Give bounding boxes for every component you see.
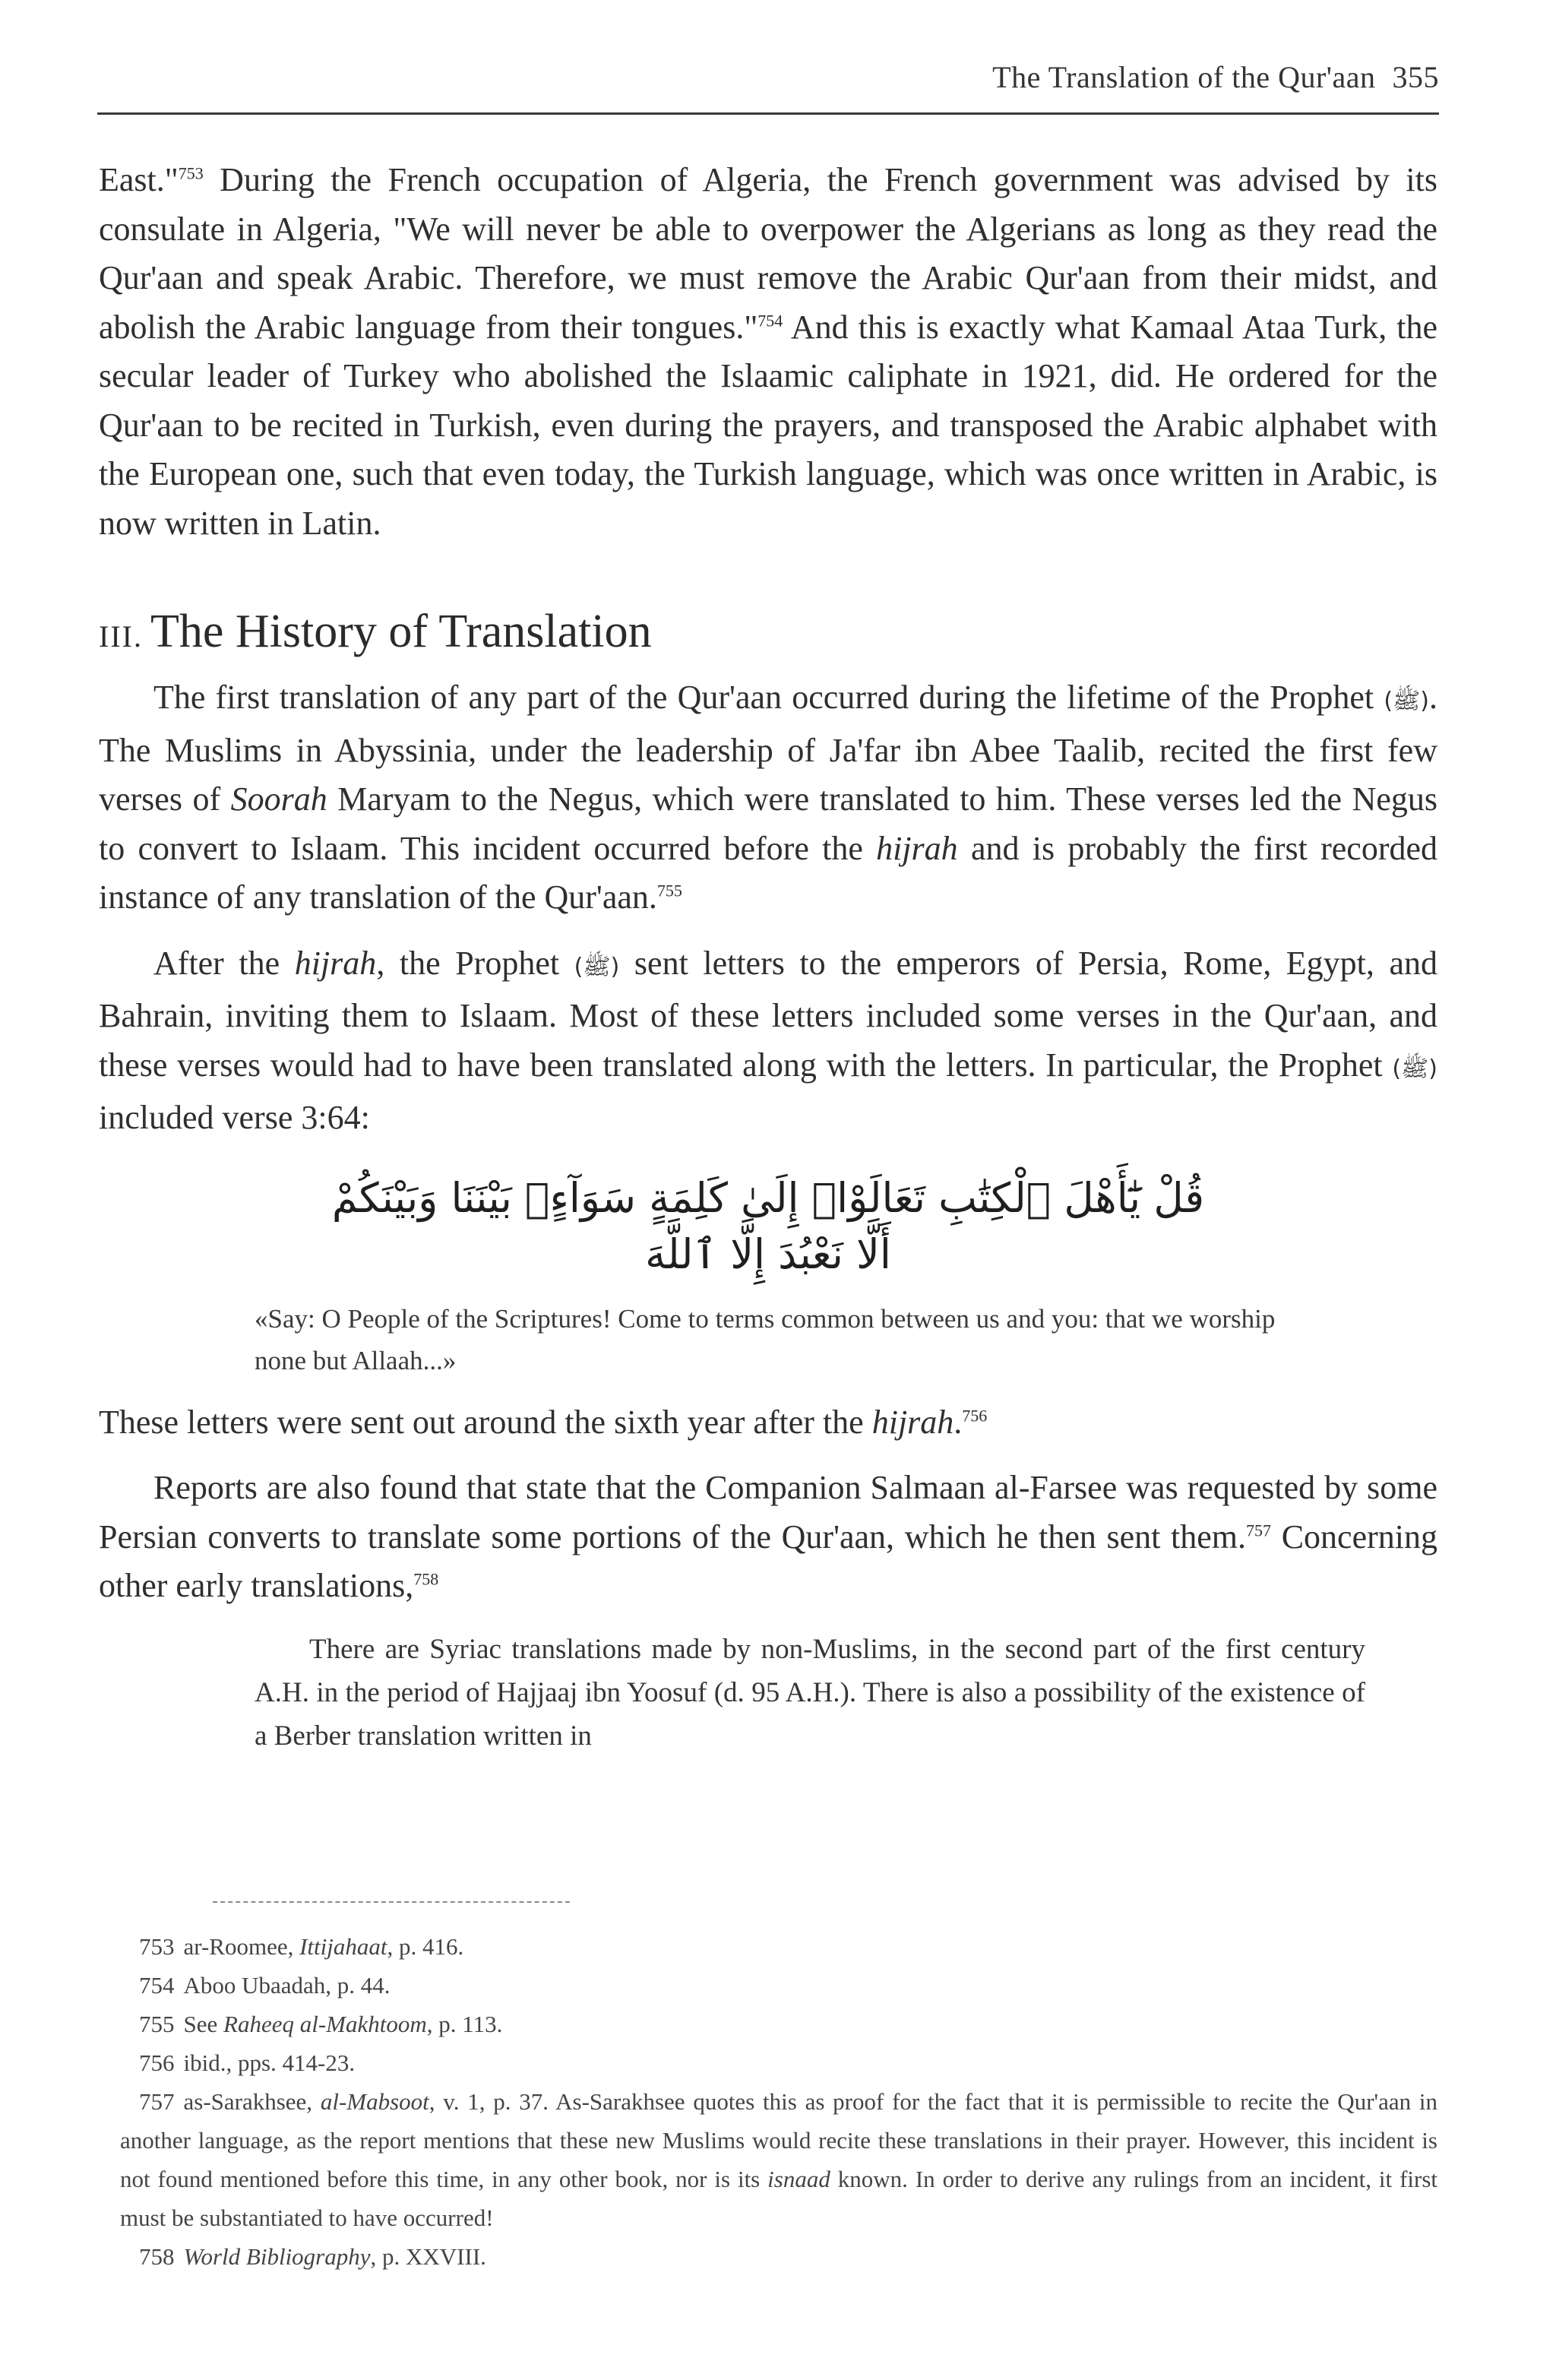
paragraph-5 xyxy=(99,1464,1437,1611)
footnote-number: 757 xyxy=(139,2088,175,2115)
footnote-text: , v. 1, p. 37. As-Sarakhsee quotes this as proof for the fact that it is permissible to recite the Qur'aan in another language, as the report mentions that these new Muslims would recite these translations in their prayer. However, this incident is not found mentioned before this time, in any other book, nor is its xyxy=(120,2088,1437,2192)
footnote-number: 753 xyxy=(139,1933,175,1960)
p3-text-d: included verse 3:64: xyxy=(99,1099,370,1136)
footnote-number: 756 xyxy=(139,2049,175,2076)
p4-text-b: . xyxy=(954,1403,963,1441)
footnote-text: , p. XXVIII. xyxy=(370,2243,486,2270)
footnote-text: known. In order to derive any rulings from an incident, it first must be substantiated to have occurred! xyxy=(120,2166,1437,2231)
footnote-italic: World Bibliography xyxy=(183,2243,371,2270)
footnote-separator xyxy=(213,1901,570,1903)
footnote-text: as-Sarakhsee, xyxy=(183,2088,321,2115)
footnote-italic: al-Mabsoot xyxy=(320,2088,429,2115)
footnotes xyxy=(120,1927,1437,2276)
salla-symbol: (ﷺ) xyxy=(1384,688,1429,714)
page-number: 355 xyxy=(1392,60,1439,94)
verse-translation: «Say: O People of the Scriptures! Come to terms common between us and you: that we worship none but Allaah...» xyxy=(255,1303,1276,1375)
section-heading xyxy=(99,601,1437,667)
paragraph-1 xyxy=(99,156,1437,548)
footnote-ref-755: 755 xyxy=(656,881,682,900)
p3-text-b: , the Prophet xyxy=(376,944,574,982)
arabic-verse-line-2: أَلَّا نَعْبُدَ إِلَّا ٱللَّهَ xyxy=(645,1230,891,1278)
footnote-number: 758 xyxy=(139,2243,175,2270)
footnote-ref-756: 756 xyxy=(962,1405,988,1425)
paragraph-2 xyxy=(99,673,1437,923)
running-title: The Translation of the Qur'aan xyxy=(992,60,1376,94)
block-quote xyxy=(255,1628,1365,1758)
footnote-756 xyxy=(120,2043,1437,2082)
footnote-italic: Ittijahaat xyxy=(299,1933,387,1960)
footnote-754 xyxy=(120,1966,1437,2005)
p2-text-d: and is probably the first recorded instance of any translation of the Qur'aan. xyxy=(99,829,1438,916)
section-number: III. xyxy=(99,619,143,654)
p5-text-a: Reports are also found that state that the Companion Salmaan al-Farsee was requested by some Persian converts to translate some portions of the Qur'aan, which he then sent them. xyxy=(99,1469,1437,1556)
footnote-755 xyxy=(120,2005,1437,2043)
p2-hijrah-italic: hijrah xyxy=(876,829,958,867)
footnote-ref-757: 757 xyxy=(1246,1520,1272,1540)
main-text xyxy=(99,156,1437,1758)
footnote-text: Aboo Ubaadah, p. 44. xyxy=(183,1972,391,1999)
arabic-verse-line-1: قُلْ يَٰٓأَهْلَ ٱلْكِتَٰبِ تَعَالَوْا۟ إِلَىٰ كَلِمَةٍ سَوَآءٍۭ بَيْنَنَا وَبَيْنَكُمْ xyxy=(331,1173,1205,1222)
running-header xyxy=(992,59,1439,95)
footnote-ref-758: 758 xyxy=(413,1569,439,1589)
p5-text-b: Concerning other early translations, xyxy=(99,1518,1437,1604)
paragraph-3 xyxy=(99,939,1437,1143)
footnote-number: 754 xyxy=(139,1972,175,1999)
paragraph-4 xyxy=(99,1398,1437,1448)
header-rule xyxy=(97,112,1439,115)
footnote-ref-754: 754 xyxy=(757,310,783,330)
salla-symbol: (ﷺ) xyxy=(574,953,620,980)
p1-text-c: And this is exactly what Kamaal Ataa Turk, the secular leader of Turkey who abolished the Islaamic caliphate in 1921, did. He ordered for the Qur'aan to be recited in Turkish, even during the prayers, and transposed the Arabic alphabet with the European one, such that even today, the Turkish language, which was once written in Arabic, is now written in Latin. xyxy=(99,308,1437,542)
block-quote-text: There are Syriac translations made by non-Muslims, in the second part of the first century A.H. in the period of Hajjaaj ibn Yoosuf (d. 95 A.H.). There is also a possibility of the existence of a Berber translation written in xyxy=(255,1633,1365,1752)
p2-text-b: . The Muslims in Abyssinia, under the leadership of Ja'far ibn Abee Taalib, recited the first few verses of xyxy=(99,679,1437,818)
p4-text-a: These letters were sent out around the sixth year after the xyxy=(99,1403,872,1441)
p3-text-c: sent letters to the emperors of Persia, Rome, Egypt, and Bahrain, inviting them to Islaam. Most of these letters included some verses in the Qur'aan, and these verses would had to have been translated along with the letters. In particular, the Prophet xyxy=(99,944,1437,1084)
footnote-text: , p. 113. xyxy=(426,2011,503,2037)
p4-hijrah-italic: hijrah xyxy=(871,1403,954,1441)
footnote-text: See xyxy=(183,2011,224,2037)
footnote-758 xyxy=(120,2237,1437,2276)
section-title: The History of Translation xyxy=(150,606,652,657)
p3-text-a: After the xyxy=(153,944,295,982)
footnote-italic: Raheeq al-Makhtoom xyxy=(223,2011,427,2037)
p3-hijrah-italic: hijrah xyxy=(294,944,377,982)
arabic-verse xyxy=(99,1170,1437,1283)
p2-text-c: Maryam to the Negus, which were translated to him. These verses led the Negus to convert to Islaam. This incident occurred before the xyxy=(99,780,1437,867)
p1-text-b: During the French occupation of Algeria, the French government was advised by its consulate in Algeria, "We will never be able to overpower the Algerians as long as they read the Qur'aan and speak Arabic. Therefore, we must remove the Arabic Qur'aan from their midst, and abolish the Arabic language from their tongues." xyxy=(99,161,1437,346)
footnote-757 xyxy=(120,2082,1437,2237)
footnote-ref-753: 753 xyxy=(178,163,204,183)
salla-symbol: (ﷺ) xyxy=(1392,1055,1437,1082)
footnote-753 xyxy=(120,1927,1437,1966)
footnote-number: 755 xyxy=(139,2011,175,2037)
p1-text-a: East." xyxy=(99,161,179,198)
footnote-text: ar-Roomee, xyxy=(183,1933,300,1960)
p2-text-a: The first translation of any part of the Qur'aan occurred during the lifetime of the Prophet xyxy=(153,679,1384,716)
footnote-text: ibid., pps. 414-23. xyxy=(183,2049,356,2076)
p2-soorah-italic: Soorah xyxy=(230,780,327,818)
footnote-italic: isnaad xyxy=(767,2166,830,2192)
footnote-text: , p. 416. xyxy=(387,1933,464,1960)
